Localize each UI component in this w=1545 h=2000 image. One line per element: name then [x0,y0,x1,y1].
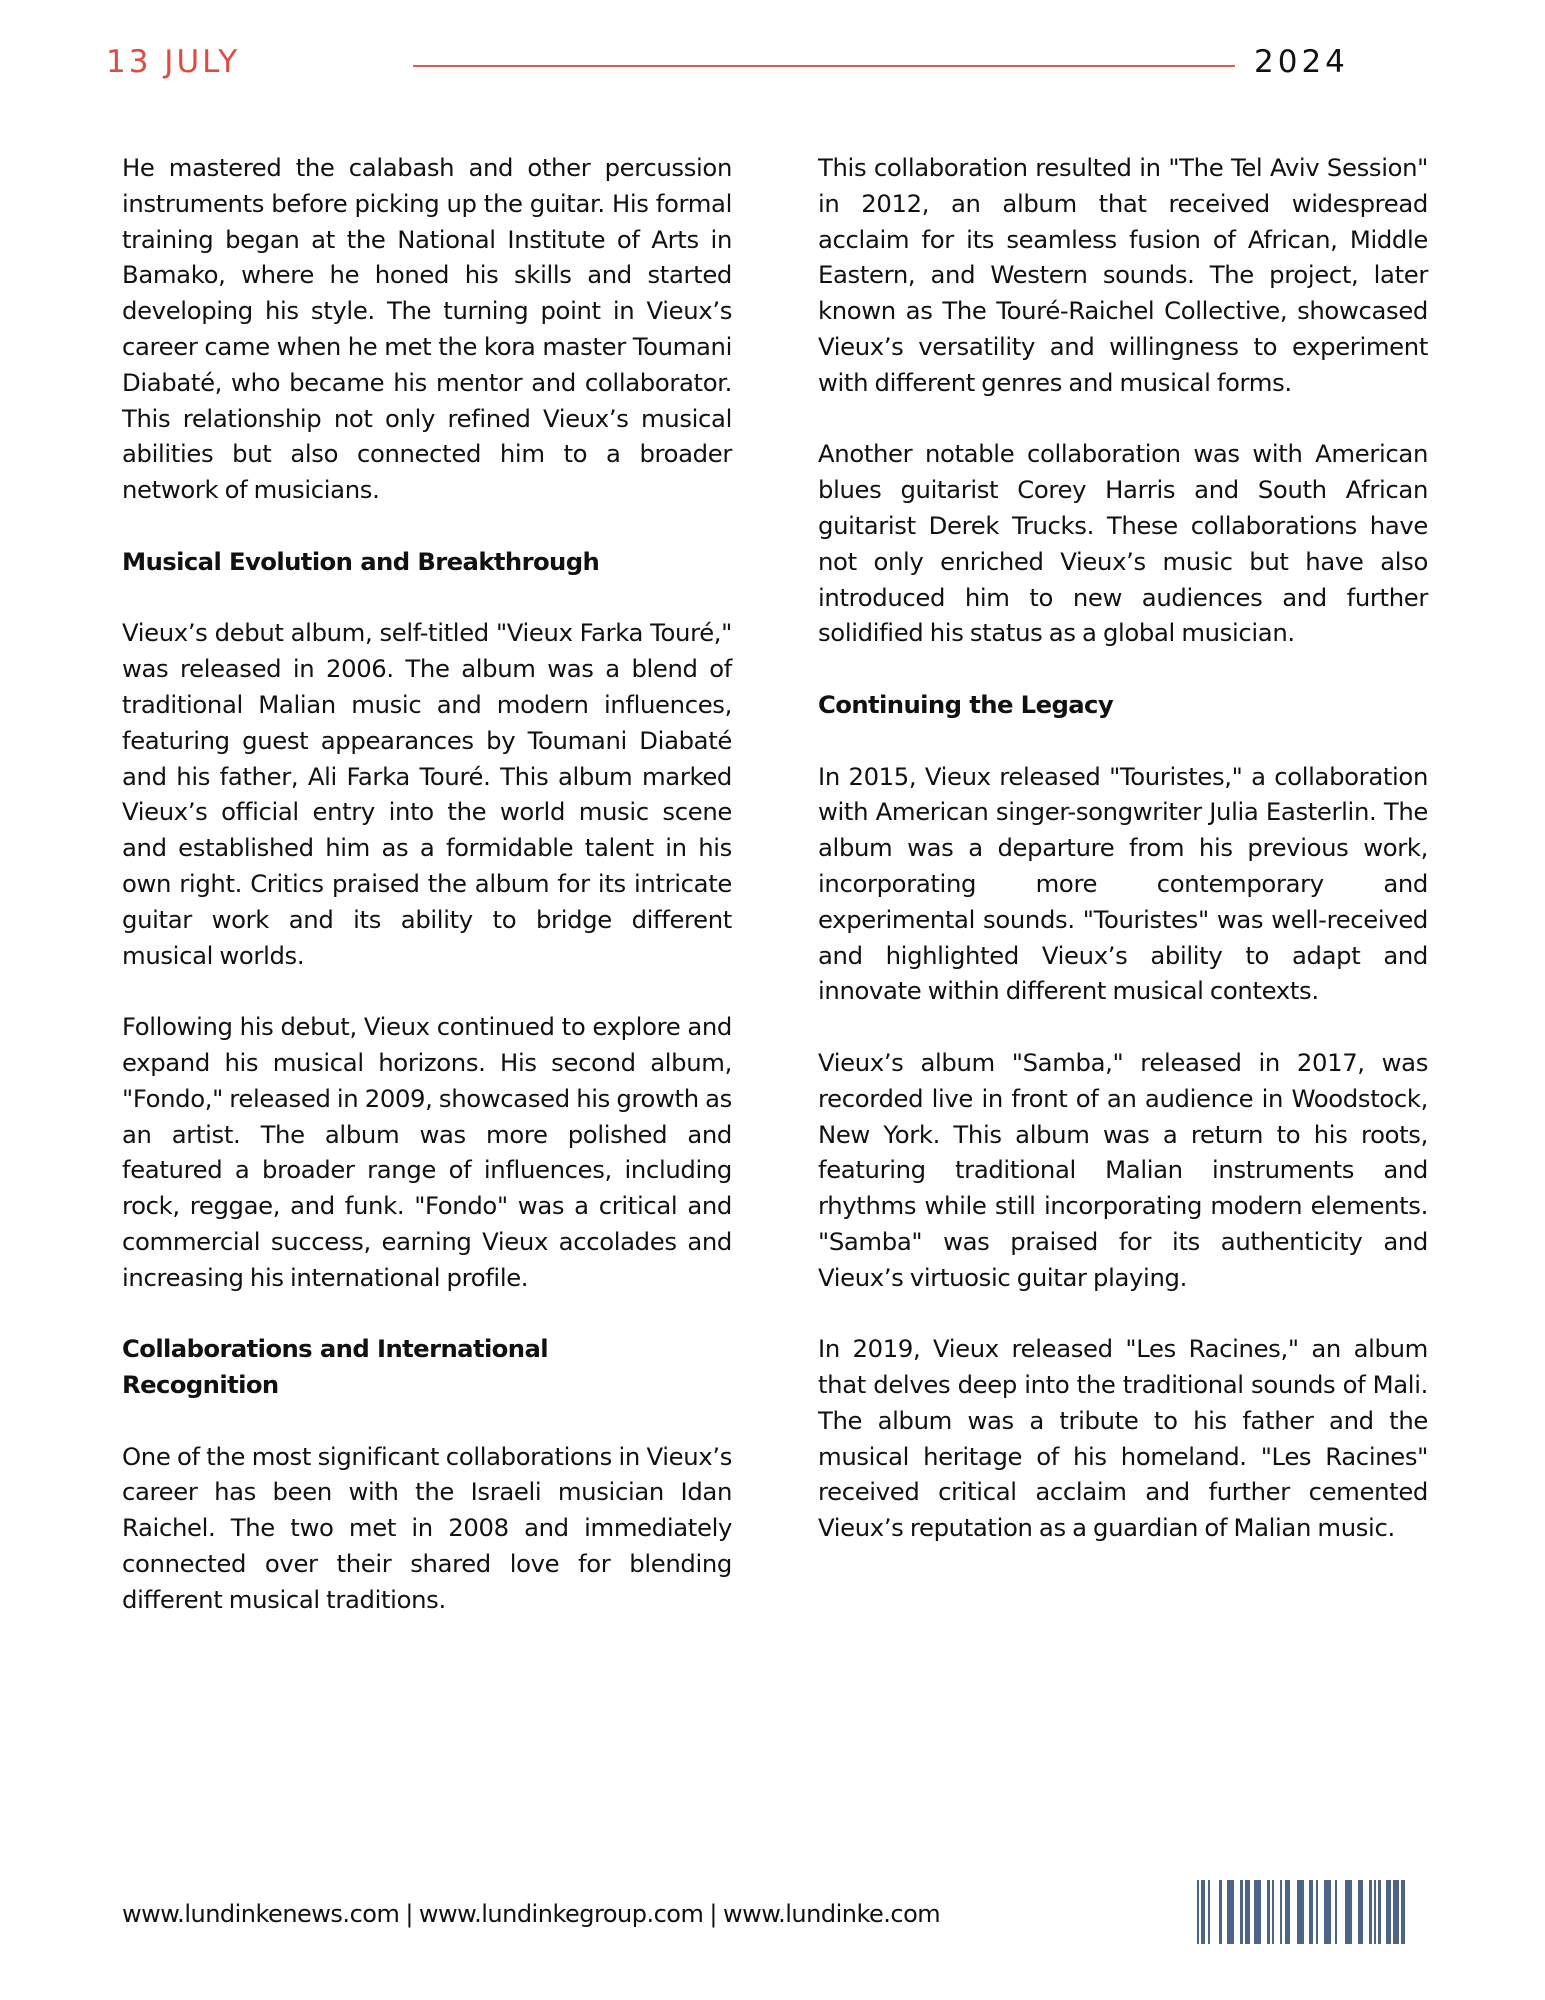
barcode-bar [1208,1880,1210,1944]
barcode-bar [1401,1880,1405,1944]
header-divider [413,65,1235,67]
paragraph: This collaboration resulted in "The Tel Aviv Session" in 2012, an album that received widespread acclaim for its seamless fusion of African, Middle Eastern, and Western sounds. The project, later known as The Touré-Raichel Collective, showcased Vieux’s versatility and willingness to experiment with different genres and musical forms. [818,153,1428,397]
footer-link-group[interactable]: www.lundinkegroup.com [418,1900,704,1928]
barcode-icon [1197,1880,1419,1944]
barcode-bar [1254,1880,1261,1944]
barcode-bar [1358,1880,1363,1944]
paragraph: Vieux’s debut album, self-titled "Vieux Farka Touré," was released in 2006. The album was a blend of traditional Malian music and modern influences, featuring guest appearances by Toumani Diabaté and his father, Ali Farka Touré. This album marked Vieux’s official entry into the world music scene and established him as a formidable talent in his own right. Critics praised the album for its intricate guitar work and its ability to bridge different musical worlds. [122,618,732,970]
barcode-bar [1245,1880,1250,1944]
section-heading: Musical Evolution and Breakthrough [122,546,600,576]
barcode-bar [1297,1880,1304,1944]
section-heading: Continuing the Legacy [818,689,1114,719]
barcode-bar [1272,1880,1274,1944]
paragraph: In 2015, Vieux released "Touristes," a collaboration with American singer-songwriter Julia Easterlin. The album was a departure from his previous work, incorporating more contemporary and experimental sounds. "Touristes" was well-received and highlighted Vieux’s ability to adapt and innovate within different musical contexts. [818,761,1428,1006]
footer-links [122,1900,940,1928]
issue-date: 13 JULY [106,44,241,80]
barcode-bar [1201,1880,1205,1944]
barcode-bar [1219,1880,1222,1944]
barcode-bar [1240,1880,1243,1944]
barcode-bar [1227,1880,1234,1944]
barcode-bar [1285,1880,1290,1944]
paragraph: One of the most significant collaborations in Vieux’s career has been with the Israeli musician Idan Raichel. The two met in 2008 and immediately connected over their shared love for blending different musical traditions. [122,1441,732,1614]
barcode-bar [1369,1880,1372,1944]
right-column [818,150,1428,1546]
section-heading-line: Collaborations and International [122,1334,548,1364]
footer-separator: | [709,1900,717,1928]
paragraph: In 2019, Vieux released "Les Racines," an album that delves deep into the traditional sounds of Mali. The album was a tribute to his father and the musical heritage of his homeland. "Les Racines" received critical acclaim and further cemented Vieux’s reputation as a guardian of Malian music. [818,1334,1428,1543]
paragraph: Another notable collaboration was with American blues guitarist Corey Harris and South African guitarist Derek Trucks. These collaborations have not only enriched Vieux’s music but have also introduced him to new audiences and further solidified his status as a global musician. [818,439,1428,648]
paragraph: Vieux’s album "Samba," released in 2017, was recorded live in front of an audience in Woodstock, New York. This album was a return to his roots, featuring traditional Malian instruments and rhythms while still incorporating modern elements. "Samba" was praised for its authenticity and Vieux’s virtuosic guitar playing. [818,1047,1428,1292]
barcode-bar [1197,1880,1199,1944]
section-heading-line: Recognition [122,1370,279,1400]
barcode-bar [1335,1880,1337,1944]
footer-link-news[interactable]: www.lundinkenews.com [122,1900,400,1928]
paragraph: Following his debut, Vieux continued to explore and expand his musical horizons. His second album, "Fondo," released in 2009, showcased his growth as an artist. The album was more polished and featured a broader range of influences, including rock, reggae, and funk. "Fondo" was a critical and commercial success, earning Vieux accolades and increasing his international profile. [122,1012,732,1292]
barcode-bar [1316,1880,1318,1944]
barcode-bar [1374,1880,1376,1944]
left-column [122,150,732,1618]
footer-link-main[interactable]: www.lundinke.com [722,1900,941,1928]
barcode-bar [1324,1880,1331,1944]
page-header [0,44,1545,84]
barcode-bar [1309,1880,1313,1944]
barcode-bar [1378,1880,1381,1944]
footer-separator: | [405,1900,413,1928]
barcode-bar [1267,1880,1270,1944]
paragraph: He mastered the calabash and other percussion instruments before picking up the guitar. His formal training began at the National Institute of Arts in Bamako, where he honed his skills and started developing his style. The turning point in Vieux’s career came when he met the kora master Toumani Diabaté, who became his mentor and collaborator. This relationship not only refined Vieux’s musical abilities but also connected him to a broader network of musicians. [122,153,732,505]
barcode-bar [1345,1880,1352,1944]
barcode-bar [1386,1880,1391,1944]
barcode-bar [1393,1880,1399,1944]
barcode-bar [1280,1880,1282,1944]
issue-year: 2024 [1254,44,1349,80]
section-heading [122,1331,732,1403]
